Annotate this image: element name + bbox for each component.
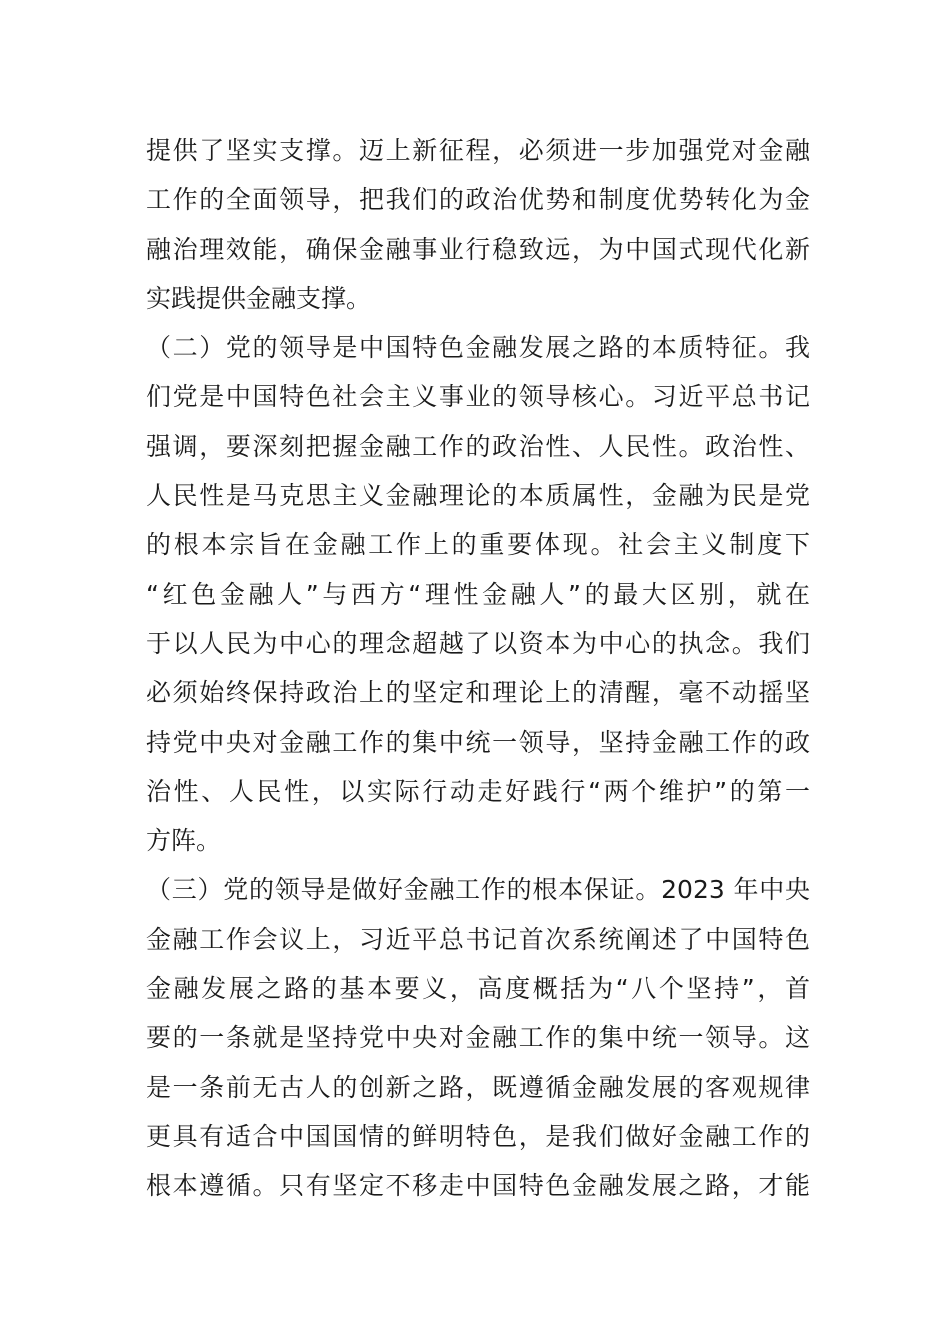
text-line: 治性、人民性，以实际行动走好践行“两个维护”的第一 [146,776,810,806]
text-line: 根本遵循。只有坚定不移走中国特色金融发展之路，才能 [146,1171,810,1201]
text-line: （三）党的领导是做好金融工作的根本保证。2023 年中央 [146,875,810,905]
text-line: 人民性是马克思主义金融理论的本质属性，金融为民是党 [146,481,810,511]
paragraph-3 [146,865,810,1210]
text-line: 实践提供金融支撑。 [146,283,372,313]
text-line: 是一条前无古人的创新之路，既遵循金融发展的客观规律 [146,1072,810,1102]
text-line: 方阵。 [146,826,222,856]
text-line: 提供了坚实支撑。迈上新征程，必须进一步加强党对金融 [146,136,810,165]
text-line: 强调，要深刻把握金融工作的政治性、人民性。政治性、 [146,431,810,461]
text-line: 的根本宗旨在金融工作上的重要体现。社会主义制度下 [146,530,810,560]
text-line: 必须始终保持政治上的坚定和理论上的清醒，毫不动摇坚 [146,678,810,708]
text-line: “红色金融人”与西方“理性金融人”的最大区别，就在 [146,579,810,609]
text-line: 要的一条就是坚持党中央对金融工作的集中统一领导。这 [146,1023,810,1053]
paragraph-2 [146,323,810,865]
text-line: 于以人民为中心的理念超越了以资本为中心的执念。我们 [146,628,810,658]
text-line: 融治理效能，确保金融事业行稳致远，为中国式现代化新 [146,234,810,264]
text-line: 更具有适合中国国情的鲜明特色，是我们做好金融工作的 [146,1121,810,1151]
text-line: 金融发展之路的基本要义，高度概括为“八个坚持”，首 [146,974,810,1004]
text-line: （二）党的领导是中国特色金融发展之路的本质特征。我 [146,333,810,363]
body-text [146,126,810,1211]
paragraph-1 [146,126,810,323]
text-line: 们党是中国特色社会主义事业的领导核心。习近平总书记 [146,382,810,412]
text-line: 金融工作会议上，习近平总书记首次系统阐述了中国特色 [146,924,810,954]
text-line: 持党中央对金融工作的集中统一领导，坚持金融工作的政 [146,727,810,757]
text-line: 工作的全面领导，把我们的政治优势和制度优势转化为金 [146,185,810,215]
